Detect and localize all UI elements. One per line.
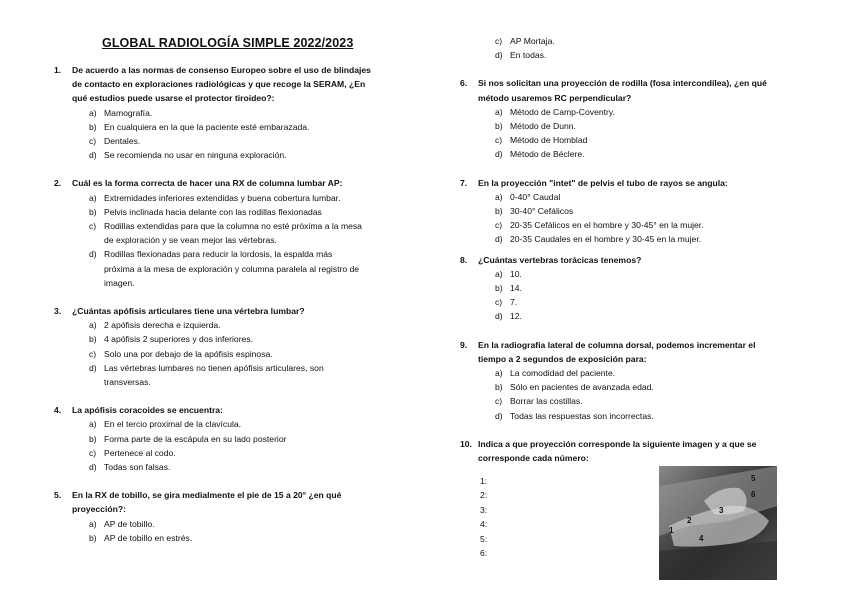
question xyxy=(54,63,414,106)
answer-line: 1: xyxy=(480,476,488,486)
option-text-line: 7. xyxy=(510,297,518,308)
answer-option xyxy=(460,147,805,161)
option-letter: b) xyxy=(89,532,97,543)
option-letter: d) xyxy=(495,410,503,421)
option-letter: b) xyxy=(495,121,503,132)
question-text-line: Indica a que proyección corresponde la siguiente imagen y a que se xyxy=(478,438,757,449)
option-text-line: 4 apófisis 2 superiores y dos inferiores. xyxy=(104,334,254,345)
option-text-line: Solo una por debajo de la apófisis espinosa. xyxy=(104,348,273,359)
option-text-line: Extremidades inferiores extendidas y buena cobertura lumbar. xyxy=(104,192,341,203)
option-text-line: 30-40° Cefálicos xyxy=(510,206,574,217)
right-column xyxy=(460,34,805,465)
option-letter: c) xyxy=(495,297,503,308)
question-text-line: método usaremos RC perpendicular? xyxy=(478,92,632,103)
option-text-line: próxima a la mesa de exploración y columna paralela al registro de xyxy=(104,263,360,274)
question-number: 2. xyxy=(54,178,62,189)
answer-option xyxy=(54,205,414,219)
answer-option xyxy=(460,267,805,281)
answer-option xyxy=(460,48,805,62)
exam-title: GLOBAL RADIOLOGÍA SIMPLE 2022/2023 xyxy=(102,36,354,50)
question-number: 8. xyxy=(460,254,468,265)
question-text-line: ¿Cuántas vertebras torácicas tenemos? xyxy=(478,254,642,265)
question-text-line: Si nos solicitan una proyección de rodilla (fosa intercondílea), ¿en qué xyxy=(478,78,767,89)
answer-option xyxy=(460,133,805,147)
option-letter: a) xyxy=(89,107,97,118)
option-text-line: Dentales. xyxy=(104,136,141,147)
option-letter: a) xyxy=(495,106,503,117)
option-text-line: de exploración y se vean mejor las vértebras. xyxy=(104,235,277,246)
option-text-line: En todas. xyxy=(510,50,547,61)
question-number: 3. xyxy=(54,306,62,317)
spacer xyxy=(460,423,805,437)
option-letter: a) xyxy=(495,368,503,379)
option-text-line: Pertenece al codo. xyxy=(104,447,176,458)
ankle-xray-image xyxy=(659,466,777,580)
option-text-line: Método de Béclere. xyxy=(510,149,585,160)
question xyxy=(460,76,805,104)
answer-option xyxy=(54,247,414,290)
option-text-line: Sólo en pacientes de avanzada edad. xyxy=(510,382,654,393)
option-text-line: Rodillas flexionadas para reducir la lordosis, la espalda más xyxy=(104,249,333,260)
option-letter: c) xyxy=(495,36,503,46)
option-text-line: Mamografía. xyxy=(104,107,153,118)
question-text-line: de contacto en exploraciones radiológicas y que recoge la SERAM, ¿En xyxy=(72,79,366,90)
answer-option xyxy=(54,361,414,389)
answer-option xyxy=(54,531,414,545)
answer-option xyxy=(54,106,414,120)
option-text-line: 14. xyxy=(510,283,522,294)
spacer xyxy=(460,162,805,176)
option-letter: d) xyxy=(495,234,503,245)
option-letter: a) xyxy=(89,518,97,529)
option-letter: d) xyxy=(495,50,503,61)
question-number: 4. xyxy=(54,405,62,416)
xray-label-1: 1 xyxy=(669,526,674,535)
answer-option xyxy=(460,409,805,423)
option-letter: d) xyxy=(495,311,503,322)
answer-option xyxy=(54,446,414,460)
option-letter: d) xyxy=(89,150,97,161)
answer-option xyxy=(460,34,805,48)
answer-option xyxy=(460,309,805,323)
question xyxy=(54,403,414,417)
answer-option xyxy=(460,281,805,295)
xray-label-6: 6 xyxy=(751,490,756,499)
option-text-line: Todas las respuestas son incorrectas. xyxy=(510,410,654,421)
spacer xyxy=(54,290,414,304)
xray-label-2: 2 xyxy=(687,516,692,525)
option-text-line: Pelvis inclinada hacia delante con las rodillas flexionadas xyxy=(104,206,322,217)
spacer xyxy=(460,324,805,338)
option-text-line: En cualquiera en la que la paciente esté embarazada. xyxy=(104,121,310,132)
option-text-line: La comodidad del paciente. xyxy=(510,368,616,379)
question-text-line: En la RX de tobillo, se gira medialmente el pie de 15 a 20° ¿en qué xyxy=(72,490,342,501)
option-letter: b) xyxy=(89,433,97,444)
option-letter: d) xyxy=(495,149,503,160)
answer-option xyxy=(54,460,414,474)
option-text-line: transversas. xyxy=(104,377,151,388)
answer-line: 6: xyxy=(480,548,488,559)
question xyxy=(54,488,414,516)
answer-option xyxy=(54,517,414,531)
question-text-line: En la radiografía lateral de columna dorsal, podemos incrementar el xyxy=(478,339,756,350)
answer-option xyxy=(460,105,805,119)
xray-label-3: 3 xyxy=(719,506,724,515)
option-text-line: Rodillas extendidas para que la columna no esté próxima a la mesa xyxy=(104,221,362,232)
option-text-line: AP de tobillo. xyxy=(104,518,155,529)
option-letter: b) xyxy=(89,206,97,217)
left-column xyxy=(54,63,414,545)
option-text-line: 12. xyxy=(510,311,522,322)
answer-line: 5: xyxy=(480,533,488,544)
question xyxy=(460,176,805,190)
option-letter: d) xyxy=(89,462,97,473)
option-letter: b) xyxy=(89,334,97,345)
question-text-line: Cuál es la forma correcta de hacer una RX de columna lumbar AP: xyxy=(72,178,343,189)
option-letter: c) xyxy=(495,135,503,146)
question-text-line: qué estudios puede usarse el protector tiroideo?: xyxy=(72,93,275,104)
question-number: 9. xyxy=(460,339,468,350)
answer-option xyxy=(460,204,805,218)
answer-option xyxy=(54,432,414,446)
option-text-line: Método de Camp-Coventry. xyxy=(510,106,615,117)
option-text-line: AP Mortaja. xyxy=(510,36,555,46)
answer-line: 4: xyxy=(480,519,488,530)
option-letter: a) xyxy=(495,191,503,202)
option-letter: a) xyxy=(89,320,97,331)
question xyxy=(54,176,414,190)
answer-option xyxy=(54,191,414,205)
answer-option xyxy=(460,394,805,408)
option-letter: c) xyxy=(89,221,97,232)
option-text-line: 20-35 Cefálicos en el hombre y 30-45° en la mujer. xyxy=(510,220,704,231)
answer-option xyxy=(54,148,414,162)
option-letter: c) xyxy=(495,220,503,231)
option-text-line: Borrar las costillas. xyxy=(510,396,583,407)
question-text-line: tiempo a 2 segundos de exposición para: xyxy=(478,353,647,364)
option-text-line: 10. xyxy=(510,268,522,279)
answer-option xyxy=(54,347,414,361)
answer-option xyxy=(54,134,414,148)
question xyxy=(460,437,805,465)
option-letter: c) xyxy=(89,447,97,458)
spacer xyxy=(460,62,805,76)
xray-label-4: 4 xyxy=(699,534,704,543)
answer-option xyxy=(460,218,805,232)
question-number: 1. xyxy=(54,65,62,75)
question-text-line: En la proyección "intet" de pelvis el tubo de rayos se angula: xyxy=(478,177,728,188)
option-letter: c) xyxy=(495,396,503,407)
answer-option xyxy=(460,380,805,394)
option-letter: b) xyxy=(495,206,503,217)
spacer xyxy=(54,474,414,488)
answer-option xyxy=(460,119,805,133)
option-text-line: AP de tobillo en estrés. xyxy=(104,532,193,543)
answer-option xyxy=(54,219,414,247)
answer-option xyxy=(460,366,805,380)
question xyxy=(460,253,805,267)
answer-option xyxy=(460,295,805,309)
option-letter: a) xyxy=(495,268,503,279)
question-number: 10. xyxy=(460,438,472,449)
option-text-line: Se recomienda no usar en ninguna exploración. xyxy=(104,150,287,161)
spacer xyxy=(54,389,414,403)
answer-option xyxy=(54,417,414,431)
option-letter: b) xyxy=(495,283,503,294)
answer-lines xyxy=(480,474,487,560)
answer-line: 2: xyxy=(480,490,488,501)
question-number: 5. xyxy=(54,490,62,501)
option-letter: b) xyxy=(495,382,503,393)
option-letter: d) xyxy=(89,249,97,260)
option-text-line: 20-35 Caudales en el hombre y 30-45 en la mujer. xyxy=(510,234,702,245)
question-text-line: De acuerdo a las normas de consenso Europeo sobre el uso de blindajes xyxy=(72,65,371,75)
option-text-line: Las vértebras lumbares no tienen apófisis articulares, son xyxy=(104,362,324,373)
option-text-line: En el tercio proximal de la clavícula. xyxy=(104,419,242,430)
xray-label-5: 5 xyxy=(751,474,756,483)
answer-option xyxy=(460,190,805,204)
option-text-line: imagen. xyxy=(104,277,135,288)
question-number: 7. xyxy=(460,177,468,188)
question xyxy=(460,338,805,366)
answer-option xyxy=(54,332,414,346)
question-text-line: corresponde cada número: xyxy=(478,453,589,464)
option-letter: a) xyxy=(89,419,97,430)
option-text-line: Todas son falsas. xyxy=(104,462,171,473)
option-text-line: 0-40° Caudal xyxy=(510,191,561,202)
question-number: 6. xyxy=(460,78,468,89)
question-text-line: proyección?: xyxy=(72,504,126,515)
option-text-line: 2 apófisis derecha e izquierda. xyxy=(104,320,221,331)
option-letter: c) xyxy=(89,136,97,147)
answer-option xyxy=(54,318,414,332)
option-letter: c) xyxy=(89,348,97,359)
question-text-line: ¿Cuántas apófisis articulares tiene una vértebra lumbar? xyxy=(72,306,305,317)
option-letter: a) xyxy=(89,192,97,203)
option-text-line: Método de Dunn. xyxy=(510,121,576,132)
option-letter: b) xyxy=(89,121,97,132)
spacer xyxy=(54,162,414,176)
answer-option xyxy=(460,232,805,246)
question xyxy=(54,304,414,318)
option-text-line: Método de Homblad xyxy=(510,135,588,146)
answer-option xyxy=(54,120,414,134)
option-text-line: Forma parte de la escápula en su lado posterior xyxy=(104,433,287,444)
answer-line: 3: xyxy=(480,504,488,515)
option-letter: d) xyxy=(89,362,97,373)
question-text-line: La apófisis coracoides se encuentra: xyxy=(72,405,223,416)
